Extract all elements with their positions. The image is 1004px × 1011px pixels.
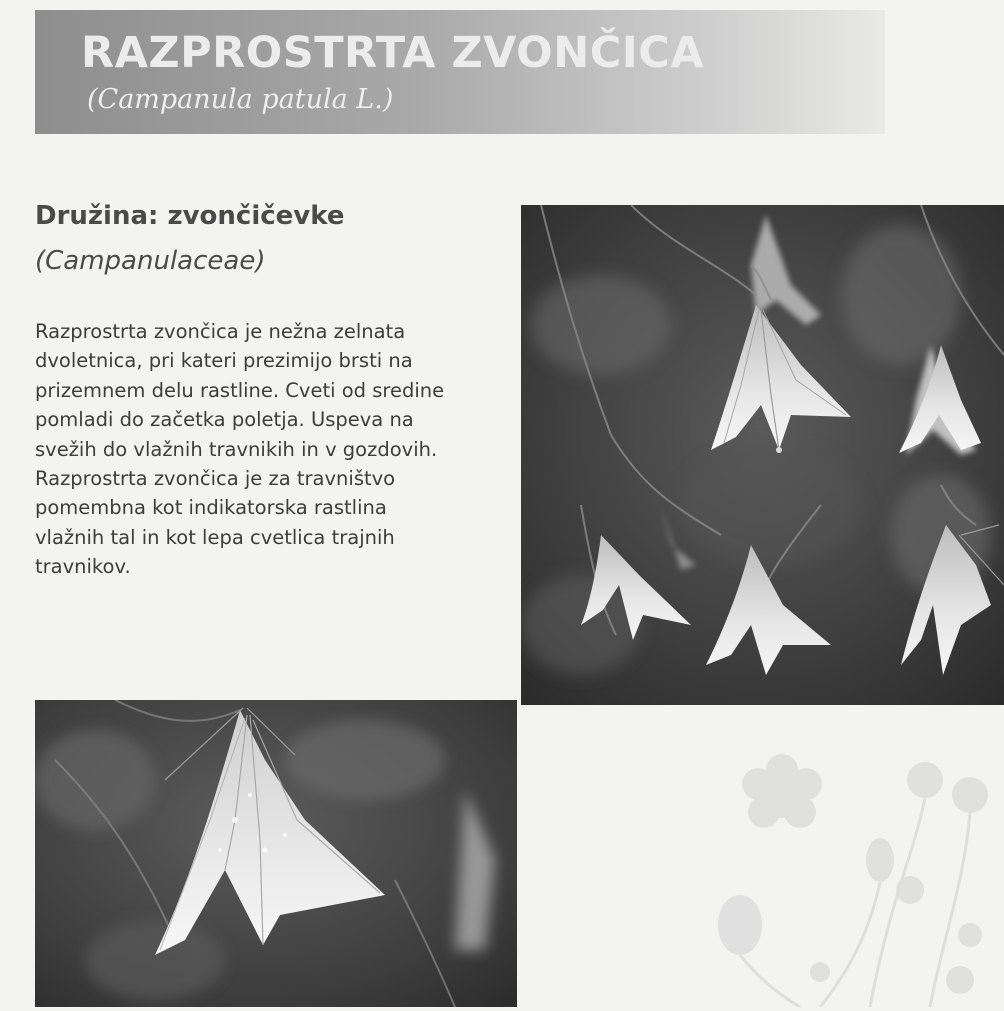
family-heading: Družina: zvončičevke [35,201,345,231]
description-line: dvoletnica, pri kateri prezimijo brsti na [35,349,413,373]
page-title: RAZPROSTRTA ZVONČICA [81,28,705,78]
description-line: travnikov. [35,555,131,579]
page-subtitle: (Campanula patula L.) [87,84,394,115]
description-line: pomembna kot indikatorska rastlina [35,496,387,520]
description-line: pomladi do začetka poletja. Uspeva na [35,408,414,432]
title-banner [35,10,885,134]
bellflower-photo-cluster [521,205,1004,705]
bellflower-photo-closeup [35,700,517,1007]
description-line: svežih do vlažnih travnikih in v gozdovih. [35,437,438,461]
description-line: vlažnih tal in kot lepa cvetlica trajnih [35,525,395,549]
description-line: Razprostrta zvončica je za travništvo [35,467,396,491]
description-text [35,317,515,582]
decorative-flower-ornament [700,740,1004,1007]
description-line: Razprostrta zvončica je nežna zelnata [35,320,406,343]
family-latin-name: (Campanulaceae) [35,246,266,276]
description-line: prizemnem delu rastline. Cveti od sredine [35,378,445,402]
